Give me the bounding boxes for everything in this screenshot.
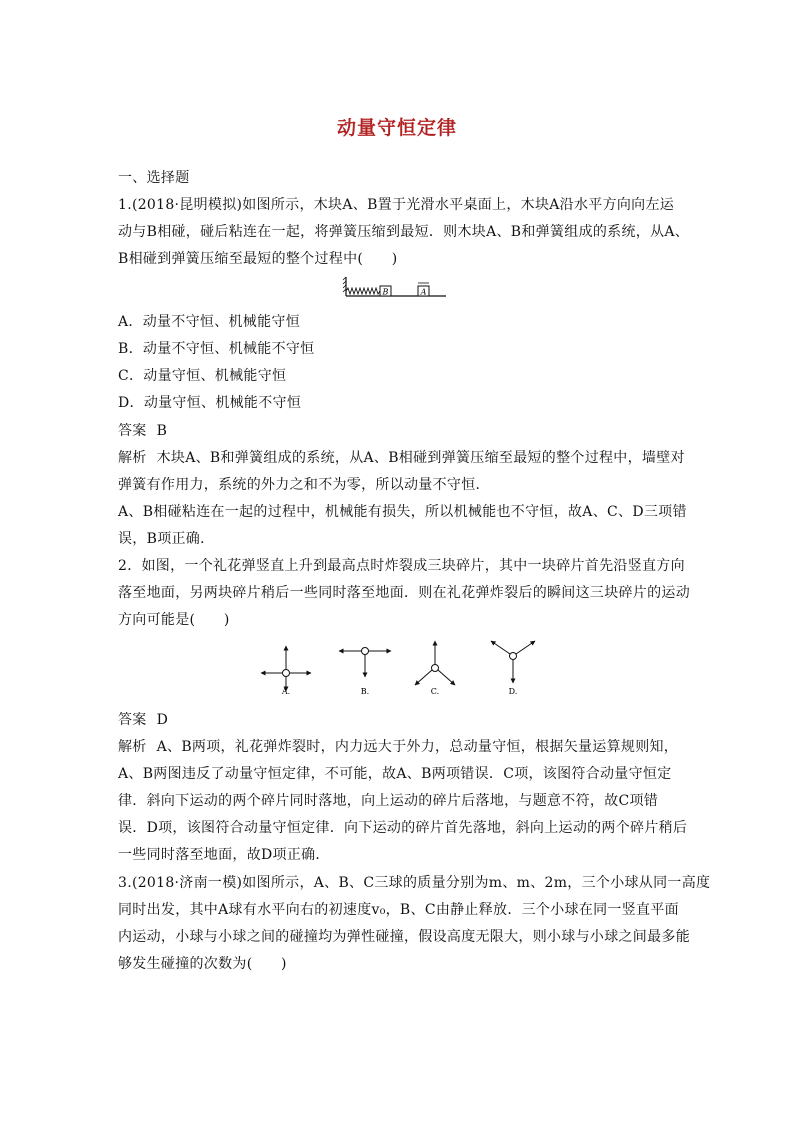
spring: [346, 288, 380, 294]
analysis-line: A、B两图违反了动量守恒定律，不可能，故A、B两项错误．C项，该图符合动量守恒定: [118, 766, 672, 782]
analysis-label: 解析: [118, 450, 147, 466]
page-title: 动量守恒定律: [336, 117, 457, 139]
question-2-line: 方向可能是( ): [118, 612, 230, 628]
section-heading: 一、选择题: [118, 170, 190, 186]
fragment-directions-figure: [255, 633, 545, 699]
block-a-label: A: [420, 287, 427, 297]
answer-label: 答案: [118, 423, 147, 439]
analysis-line: 误．D项，该图符合动量守恒定律．向下运动的碎片首先落地，斜向上运动的两个碎片稍后: [118, 820, 688, 836]
question-3-line: 同时出发，其中A球有水平向右的初速度v₀，B、C由静止释放．三个小球在同一竖直平面: [118, 902, 679, 918]
diagram-label: B.: [360, 687, 370, 696]
question-1-line: B相碰到弹簧压缩至最短的整个过程中( ): [118, 251, 398, 267]
analysis-1: [118, 448, 685, 468]
diagram-label: C.: [430, 687, 440, 696]
question-3-line: 够发生碰撞的次数为( ): [118, 956, 287, 972]
diagram-d: [491, 641, 535, 696]
option-d: D．动量守恒、机械能不守恒: [118, 395, 302, 411]
diagram-c: [415, 641, 455, 696]
analysis-line: 误，B项正确．: [118, 531, 215, 547]
diagram-label: A.: [281, 687, 291, 696]
answer-value: B: [156, 423, 168, 439]
analysis-line: A、B两项，礼花弹炸裂时，内力远大于外力，总动量守恒，根据矢量运算规则知，: [156, 739, 679, 755]
analysis-2: [118, 737, 680, 757]
analysis-line: 木块A、B和弹簧组成的系统，从A、B相碰到弹簧压缩至最短的整个过程中，墙壁对: [156, 450, 685, 466]
question-2-line: 落至地面，另两块碎片稍后一些同时落至地面．则在礼花弹炸裂后的瞬间这三块碎片的运动: [118, 585, 690, 601]
answer-value: D: [156, 712, 169, 728]
analysis-line: 律．斜向下运动的两个碎片同时落地，向上运动的碎片后落地，与题意不符，故C项错: [118, 793, 659, 809]
answer-1: [118, 421, 680, 441]
answer-label: 答案: [118, 712, 147, 728]
spring-block-figure: [340, 276, 452, 300]
option-c: C．动量守恒、机械能守恒: [118, 368, 287, 384]
question-3-line: 内运动，小球与小球之间的碰撞均为弹性碰撞，假设高度无限大，则小球与小球之间最多能: [118, 929, 690, 945]
diagram-b: [339, 648, 391, 697]
option-a: A．动量不守恒、机械能守恒: [118, 314, 301, 330]
question-1-line: 动与B相碰，碰后粘连在一起，将弹簧压缩到最短．则木块A、B和弹簧组成的系统，从A、: [118, 224, 690, 240]
block-b-label: B: [382, 287, 389, 297]
option-b: B．动量不守恒、机械能不守恒: [118, 341, 315, 357]
analysis-line: 弹簧有作用力，系统的外力之和不为零，所以动量不守恒．: [118, 477, 490, 493]
analysis-line: A、B相碰粘连在一起的过程中，机械能有损失，所以机械能也不守恒，故A、C、D三项错: [118, 504, 687, 520]
question-1-line: 1.(2018·昆明模拟)如图所示，木块A、B置于光滑水平桌面上，木块A沿水平方向向左运: [118, 197, 675, 213]
diagram-a: [261, 646, 311, 696]
analysis-line: 一些同时落至地面，故D项正确．: [118, 847, 330, 863]
question-2-line: 2．如图，一个礼花弹竖直上升到最高点时炸裂成三块碎片，其中一块碎片首先沿竖直方向: [118, 558, 685, 574]
diagram-label: D.: [508, 687, 518, 696]
question-3-line: 3.(2018·济南一模)如图所示，A、B、C三球的质量分别为m、m、2m，三个小球从同一高度: [118, 875, 711, 891]
analysis-label: 解析: [118, 739, 147, 755]
answer-2: [118, 710, 680, 730]
